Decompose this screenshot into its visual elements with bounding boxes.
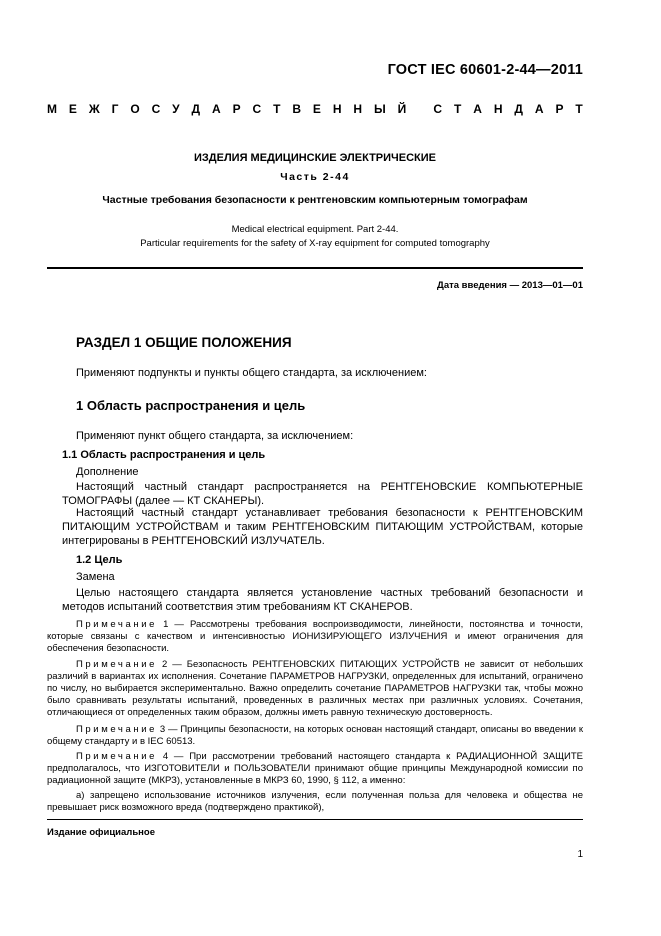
interstate-letter: Р <box>232 102 241 116</box>
note-label: Примечание <box>76 724 157 735</box>
interstate-letter: Д <box>514 102 523 116</box>
interstate-letter: Ы <box>373 102 386 116</box>
note-2 <box>47 659 583 719</box>
english-title-2: Particular requirements for the safety of X-ray equipment for computed tomography <box>140 238 490 249</box>
interstate-letter: Е <box>312 102 321 116</box>
interstate-letter: М <box>47 102 57 116</box>
clause-1-2-replacement: Замена <box>76 571 115 583</box>
note-4-text: 4 — При рассмотрении требований настоящего стандарта к РАДИАЦИОННОЙ ЗАЩИТЕ предполагалось, что ИЗГОТОВИТЕЛИ и ПОЛЬЗОВАТЕЛИ принимают общие принципы Международной комиссии по радиационной защите (МКРЗ), установленные в МКРЗ 60, 1990, § 112, а именно: <box>47 751 583 786</box>
clause-1-1-heading: 1.1 Область распространения и цель <box>62 449 266 461</box>
title-part: Часть 2-44 <box>280 171 350 183</box>
interstate-letter: Т <box>575 102 583 116</box>
note-label: Примечание <box>76 659 157 670</box>
standard-code: ГОСТ IEC 60601-2-44—2011 <box>387 62 583 78</box>
title-subtitle: Частные требования безопасности к рентгеновским компьютерным томографам <box>102 194 528 206</box>
interstate-letter: А <box>473 102 482 116</box>
edition-label: Издание официальное <box>47 827 155 838</box>
clause-1-heading: 1 Область распространения и цель <box>76 398 306 413</box>
footer-rule <box>47 819 583 820</box>
note-4-item-a: а) запрещено использование источников излучения, если полученная польза для человека и общества не превышает риск возможного вреда (подтверждено практикой), <box>47 790 583 813</box>
clause-1-2-heading: 1.2 Цель <box>76 554 123 566</box>
section-applies: Применяют подпункты и пункты общего стандарта, за исключением: <box>76 367 427 379</box>
note-2-text: 2 — Безопасность РЕНТГЕНОВСКИХ ПИТАЮЩИХ УСТРОЙСТВ не зависит от небольших различий в вариантах их исполнения. Сочетание ПАРАМЕТРОВ НАГРУЗКИ, определенных для испытаний, ограничено по числу, но выбирается экспериментально. Важно определить сочетание ПАРАМЕТРОВ НАГРУЗКИ так, чтобы можно было сравнивать результаты испытаний, проведенных в различных местах при различных условиях. Сочетания, отличающиеся от определенных таким образом, должны иметь равную техническую достоверность. <box>47 659 584 718</box>
interstate-letter: С <box>252 102 262 116</box>
note-label: Примечание <box>76 619 157 630</box>
interstate-letter: В <box>292 102 301 116</box>
interstate-letter: О <box>130 102 140 116</box>
interstate-letter: А <box>534 102 544 116</box>
clause-1-2-para-1: Целью настоящего стандарта является установление частных требований безопасности и методов испытаний соответствия этим требованиям КТ СКАНЕРОВ. <box>62 587 583 613</box>
interstate-letter: Ж <box>88 102 100 116</box>
interstate-letter: Н <box>493 102 503 116</box>
note-4 <box>47 751 583 787</box>
header-rule <box>47 267 583 269</box>
clause-1-1-para-2: Настоящий частный стандарт устанавливает требования безопасности к РЕНТГЕНОВСКИМ ПИТАЮЩИМ УСТРОЙСТВАМ и таким РЕНТГЕНОВСКИМ ПИТАЮЩИМ УСТРОЙСТВАМ, которые интегрированы в РЕНТГЕНОВСКИЙ ИЗЛУЧАТЕЛЬ. <box>62 507 583 547</box>
interstate-letter: Т <box>453 102 462 116</box>
interstate-letter: Т <box>273 102 281 116</box>
interstate-letter: А <box>211 102 221 116</box>
interstate-letter: Н <box>353 102 363 116</box>
interstate-letter: Н <box>332 102 342 116</box>
note-3-text: 3 — Принципы безопасности, на которых основан настоящий стандарт, описаны во введении к общему стандарту и в IEC 60513. <box>47 724 583 747</box>
interstate-letter: Д <box>191 102 201 116</box>
interstate-letter: У <box>172 102 180 116</box>
note-label: Примечание <box>76 751 157 762</box>
english-title-1: Medical electrical equipment. Part 2-44. <box>231 224 399 235</box>
note-3 <box>47 724 583 748</box>
interstate-letter: Е <box>68 102 77 116</box>
interstate-letter: С <box>151 102 161 116</box>
title-line-1: ИЗДЕЛИЯ МЕДИЦИНСКИЕ ЭЛЕКТРИЧЕСКИЕ <box>193 152 437 164</box>
clause-1-applies: Применяют пункт общего стандарта, за исключением: <box>76 430 354 442</box>
interstate-letter: С <box>433 102 443 116</box>
introduction-date: Дата введения — 2013—01—01 <box>437 280 583 291</box>
interstate-letter: Р <box>555 102 564 116</box>
clause-1-1-para-1: Настоящий частный стандарт распространяется на РЕНТГЕНОВСКИЕ КОМПЬЮТЕРНЫЕ ТОМОГРАФЫ (далее — КТ СКАНЕРЫ). <box>62 481 583 507</box>
clause-1-1-addition: Дополнение <box>76 466 139 478</box>
section-heading: РАЗДЕЛ 1 ОБЩИЕ ПОЛОЖЕНИЯ <box>76 335 292 350</box>
interstate-letter: Й <box>397 102 407 116</box>
page-number: 1 <box>577 849 583 860</box>
interstate-letter <box>418 102 421 116</box>
note-1-text: 1 — Рассмотрены требования воспроизводимости, линейности, постоянства и точности, которые связаны с качеством и интенсивностью ИОНИЗИРУЮЩЕГО ИЗЛУЧЕНИЯ и имеют ограничения для обеспечения безопасности. <box>47 619 584 654</box>
interstate-standard-heading <box>47 102 583 116</box>
note-1 <box>47 619 583 655</box>
interstate-letter: Г <box>111 102 119 116</box>
